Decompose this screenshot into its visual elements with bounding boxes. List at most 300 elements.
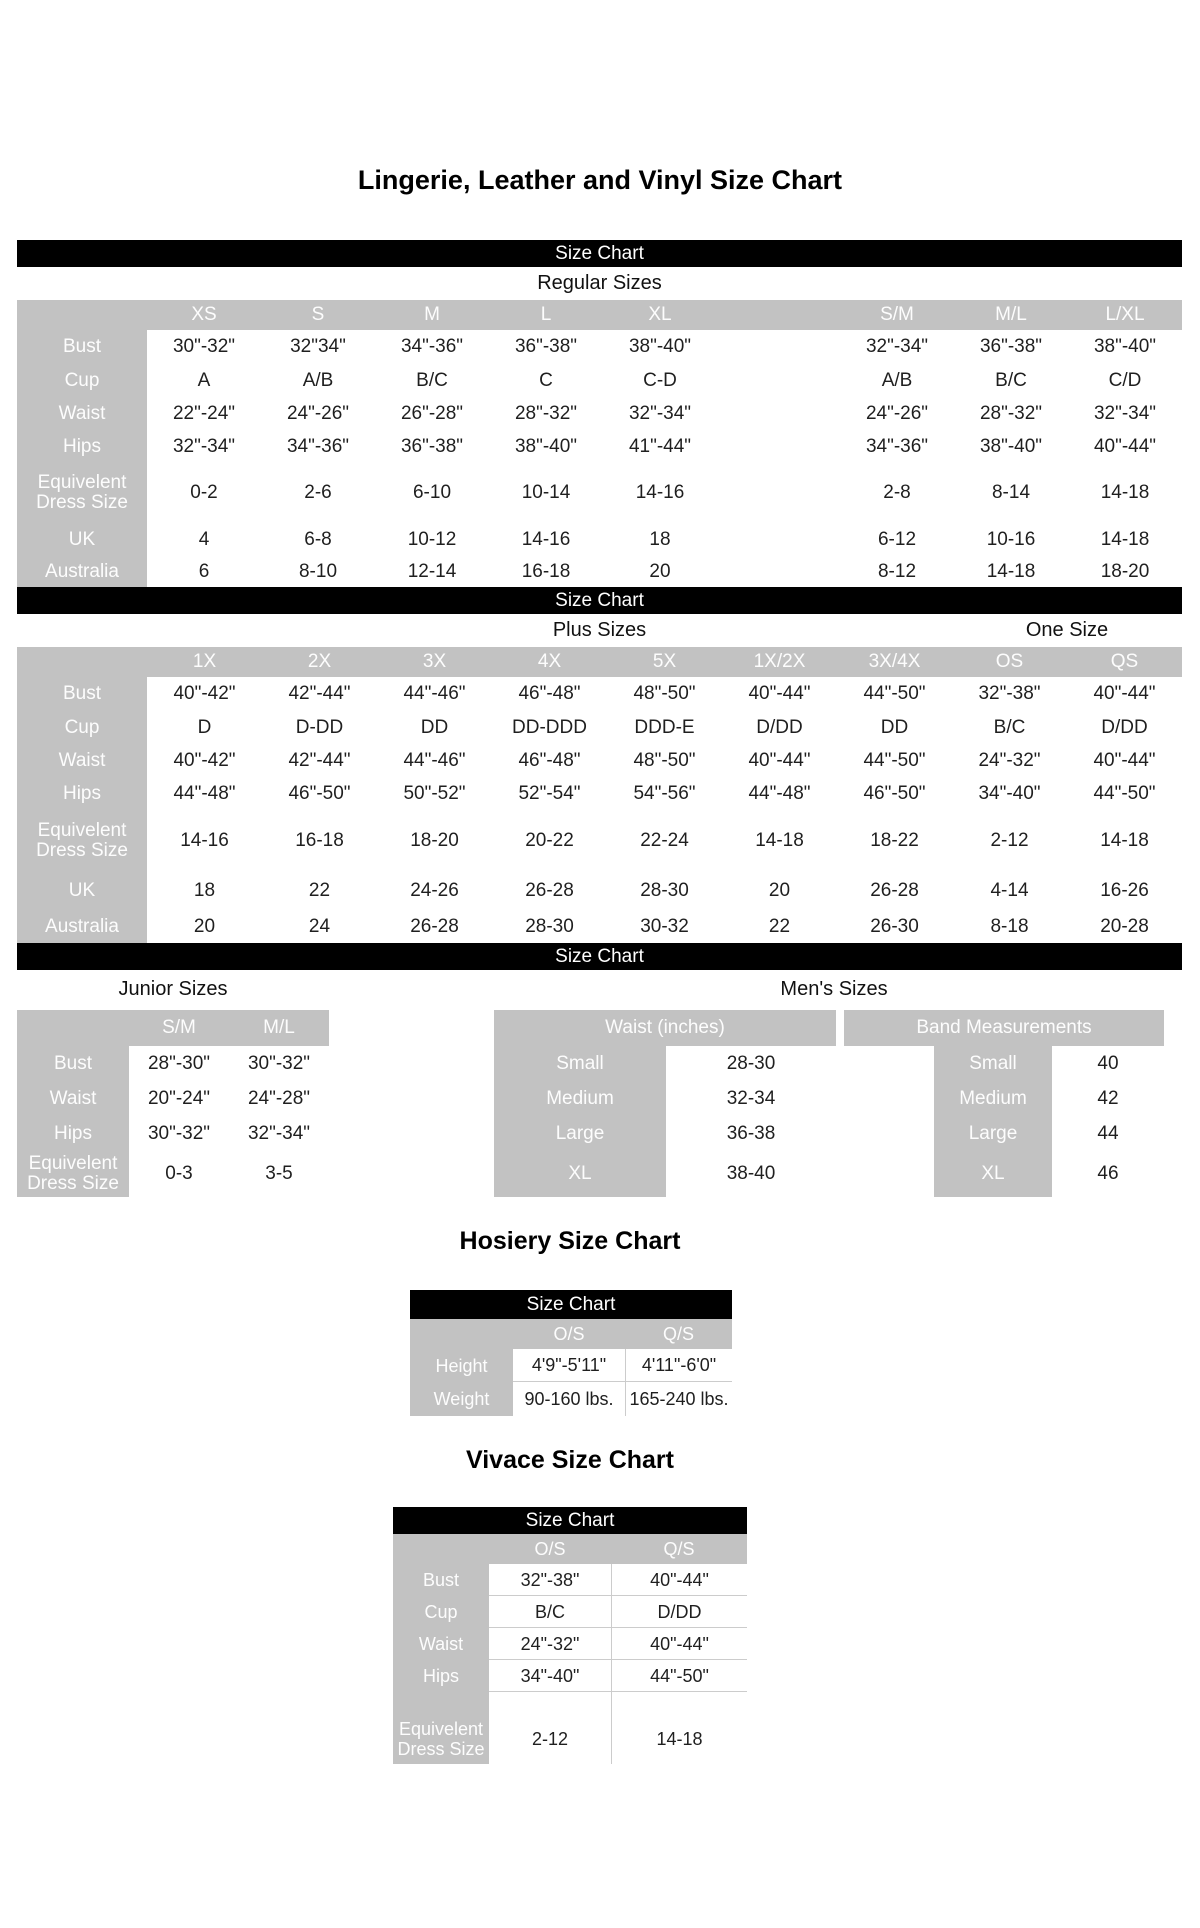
- cell: DD: [377, 711, 492, 744]
- vivace-table: [393, 1534, 747, 1764]
- cell: 32"34": [261, 330, 375, 364]
- row-label: UK: [17, 872, 147, 910]
- cell: 26-30: [837, 910, 952, 943]
- size-chart-bar-label: Size Chart: [526, 1293, 616, 1315]
- cell: 32"-38": [489, 1564, 611, 1596]
- cell: 6-12: [840, 522, 954, 557]
- cell: 28-30: [607, 872, 722, 910]
- cell: 24"-26": [840, 397, 954, 430]
- plus-sizes-section-label: [17, 614, 1182, 647]
- cell: B/C: [952, 711, 1067, 744]
- row-label: XL: [934, 1151, 1052, 1197]
- cell: 32"-34": [1068, 397, 1182, 430]
- column-header: Waist (inches): [494, 1010, 836, 1046]
- cell: 18: [147, 872, 262, 910]
- cell: 26"-28": [375, 397, 489, 430]
- row-label: Waist: [17, 744, 147, 777]
- row-label: Waist: [17, 397, 147, 430]
- row-label: Waist: [17, 1081, 129, 1116]
- cell: 40"-44": [1068, 430, 1182, 464]
- cell: 38"-40": [603, 330, 717, 364]
- cell: DD: [837, 711, 952, 744]
- spacer: [844, 1046, 934, 1081]
- regular-sizes-section-label: [17, 267, 1182, 300]
- cell: 18: [603, 522, 717, 557]
- cell: 34"-40": [489, 1660, 611, 1692]
- row-label: Large: [494, 1116, 666, 1151]
- cell: C/D: [1068, 364, 1182, 397]
- cell: 6-8: [261, 522, 375, 557]
- cell: 34"-36": [840, 430, 954, 464]
- cell: 14-18: [722, 810, 837, 872]
- junior-and-mens-section: [17, 970, 1182, 1197]
- cell: 8-14: [954, 464, 1068, 522]
- cell: 52"-54": [492, 777, 607, 810]
- table-row: [17, 557, 1182, 587]
- table-row: [494, 1081, 836, 1116]
- cell: 14-16: [603, 464, 717, 522]
- column-header: O/S: [513, 1319, 625, 1349]
- column-header: 1X/2X: [722, 647, 837, 677]
- row-label: Cup: [17, 711, 147, 744]
- table-row: [393, 1660, 747, 1692]
- row-label: Height: [410, 1349, 513, 1382]
- column-header: M: [375, 300, 489, 330]
- cell: [611, 1692, 747, 1714]
- size-chart-bar: [17, 240, 1182, 267]
- cell: 14-18: [1068, 464, 1182, 522]
- cell: 10-14: [489, 464, 603, 522]
- column-header: L/XL: [1068, 300, 1182, 330]
- row-label: Medium: [934, 1081, 1052, 1116]
- row-label: Medium: [494, 1081, 666, 1116]
- row-label: Small: [494, 1046, 666, 1081]
- table-row: [844, 1081, 1164, 1116]
- cell: 40"-44": [1067, 677, 1182, 711]
- cell: B/C: [489, 1596, 611, 1628]
- cell: 50"-52": [377, 777, 492, 810]
- cell: 36-38: [666, 1116, 836, 1151]
- row-label: UK: [17, 522, 147, 557]
- cell: 38"-40": [954, 430, 1068, 464]
- cell: 22-24: [607, 810, 722, 872]
- cell: 36"-38": [375, 430, 489, 464]
- column-header: OS: [952, 647, 1067, 677]
- cell: 32-34: [666, 1081, 836, 1116]
- cell: 24"-26": [261, 397, 375, 430]
- cell: 44"-46": [377, 744, 492, 777]
- size-chart-bar: [17, 943, 1182, 970]
- cell: DD-DDD: [492, 711, 607, 744]
- cell: 48"-50": [607, 744, 722, 777]
- regular-sizes-table: [17, 300, 1182, 587]
- cell: 44"-50": [1067, 777, 1182, 810]
- cell: 20"-24": [129, 1081, 229, 1116]
- cell: 3-5: [229, 1151, 329, 1197]
- cell: 18-20: [377, 810, 492, 872]
- column-header: [17, 647, 147, 677]
- column-header: M/L: [954, 300, 1068, 330]
- cell: A/B: [840, 364, 954, 397]
- column-header: L: [489, 300, 603, 330]
- cell: 40"-44": [722, 744, 837, 777]
- cell: 44"-48": [147, 777, 262, 810]
- row-label: Cup: [17, 364, 147, 397]
- cell: 42"-44": [262, 744, 377, 777]
- size-chart-bar: [17, 587, 1182, 614]
- cell: 4-14: [952, 872, 1067, 910]
- cell: 24-26: [377, 872, 492, 910]
- table-row: [393, 1714, 747, 1764]
- cell: B/C: [375, 364, 489, 397]
- column-header: XS: [147, 300, 261, 330]
- cell: C-D: [603, 364, 717, 397]
- cell: 10-16: [954, 522, 1068, 557]
- cell: 32"-34": [840, 330, 954, 364]
- cell: 20: [147, 910, 262, 943]
- cell: 26-28: [492, 872, 607, 910]
- cell: 46"-48": [492, 744, 607, 777]
- column-header: [410, 1319, 513, 1349]
- column-header: Band Measurements: [844, 1010, 1164, 1046]
- cell: 20-22: [492, 810, 607, 872]
- cell: 34"-36": [261, 430, 375, 464]
- cell: 44"-50": [837, 677, 952, 711]
- section-titles-row: [17, 970, 1182, 1010]
- cell: [717, 522, 840, 557]
- row-label: Bust: [393, 1564, 489, 1596]
- table-row: [17, 647, 1182, 677]
- column-header: 5X: [607, 647, 722, 677]
- row-label: Equivelent Dress Size: [17, 464, 147, 522]
- column-header: O/S: [489, 1534, 611, 1564]
- cell: [717, 330, 840, 364]
- mens-band-table: [844, 1010, 1164, 1197]
- cell: A/B: [261, 364, 375, 397]
- cell: [717, 430, 840, 464]
- cell: 14-16: [147, 810, 262, 872]
- cell: 54"-56": [607, 777, 722, 810]
- cell: 26-28: [837, 872, 952, 910]
- row-label: Equivelent Dress Size: [393, 1714, 489, 1764]
- row-label: Waist: [393, 1628, 489, 1660]
- cell: 26-28: [377, 910, 492, 943]
- cell: D-DD: [262, 711, 377, 744]
- mens-sizes-label: Men's Sizes: [780, 978, 888, 1000]
- column-header: [717, 300, 840, 330]
- cell: 6-10: [375, 464, 489, 522]
- cell: 14-18: [611, 1714, 747, 1764]
- row-label: Hips: [393, 1660, 489, 1692]
- column-header: [393, 1534, 489, 1564]
- cell: 20: [603, 557, 717, 587]
- column-header: 3X: [377, 647, 492, 677]
- table-row: [494, 1116, 836, 1151]
- column-header: 3X/4X: [837, 647, 952, 677]
- cell: 44"-46": [377, 677, 492, 711]
- table-row: [17, 872, 1182, 910]
- cell: 4'9"-5'11": [513, 1349, 625, 1382]
- cell: 8-18: [952, 910, 1067, 943]
- hosiery-section: [410, 1290, 732, 1416]
- table-row: [393, 1534, 747, 1564]
- column-header: 2X: [262, 647, 377, 677]
- cell: 36"-38": [954, 330, 1068, 364]
- cell: 165-240 lbs.: [625, 1382, 732, 1416]
- cell: 46"-50": [262, 777, 377, 810]
- cell: 28-30: [492, 910, 607, 943]
- mens-waist-table: [494, 1010, 836, 1197]
- cell: 32"-34": [603, 397, 717, 430]
- cell: B/C: [954, 364, 1068, 397]
- cell: [489, 1692, 611, 1714]
- cell: 24"-28": [229, 1081, 329, 1116]
- row-label: Small: [934, 1046, 1052, 1081]
- column-header: [17, 1010, 129, 1046]
- row-label: Bust: [17, 677, 147, 711]
- cell: 14-18: [1068, 522, 1182, 557]
- cell: 18-22: [837, 810, 952, 872]
- column-header: S/M: [129, 1010, 229, 1046]
- cell: 12-14: [375, 557, 489, 587]
- table-row: [17, 1116, 329, 1151]
- cell: 0-2: [147, 464, 261, 522]
- cell: 28"-32": [954, 397, 1068, 430]
- table-row: [494, 1046, 836, 1081]
- table-row: [393, 1564, 747, 1596]
- cell: 40"-44": [611, 1628, 747, 1660]
- cell: 4: [147, 522, 261, 557]
- vivace-title: Vivace Size Chart: [466, 1446, 674, 1474]
- table-row: [17, 1046, 329, 1081]
- row-label: Hips: [17, 430, 147, 464]
- spacer: [844, 1116, 934, 1151]
- column-header: XL: [603, 300, 717, 330]
- table-row: [844, 1151, 1164, 1197]
- cell: D/DD: [1067, 711, 1182, 744]
- cell: 0-3: [129, 1151, 229, 1197]
- column-header: S: [261, 300, 375, 330]
- row-label: Large: [934, 1116, 1052, 1151]
- cell: D/DD: [611, 1596, 747, 1628]
- spacer: [844, 1081, 934, 1116]
- cell: 2-6: [261, 464, 375, 522]
- column-header: Q/S: [625, 1319, 732, 1349]
- column-header: QS: [1067, 647, 1182, 677]
- column-header: [17, 300, 147, 330]
- table-row: [494, 1010, 836, 1046]
- cell: 22"-24": [147, 397, 261, 430]
- cell: C: [489, 364, 603, 397]
- cell: 16-18: [262, 810, 377, 872]
- row-label: [393, 1692, 489, 1714]
- cell: 24"-32": [489, 1628, 611, 1660]
- cell: 42"-44": [262, 677, 377, 711]
- cell: 40"-42": [147, 677, 262, 711]
- cell: 24"-32": [952, 744, 1067, 777]
- cell: 8-12: [840, 557, 954, 587]
- cell: 28-30: [666, 1046, 836, 1081]
- cell: [717, 557, 840, 587]
- row-label: Bust: [17, 330, 147, 364]
- size-chart-bar-label: Size Chart: [555, 945, 644, 967]
- cell: 14-18: [954, 557, 1068, 587]
- cell: 6: [147, 557, 261, 587]
- row-label: Equivelent Dress Size: [17, 1151, 129, 1197]
- table-row: [17, 777, 1182, 810]
- cell: 2-12: [489, 1714, 611, 1764]
- cell: 14-18: [1067, 810, 1182, 872]
- row-label: Cup: [393, 1596, 489, 1628]
- table-row: [17, 330, 1182, 364]
- table-row: [17, 430, 1182, 464]
- vivace-section: [393, 1507, 747, 1764]
- cell: DDD-E: [607, 711, 722, 744]
- junior-sizes-label: Junior Sizes: [118, 978, 228, 1000]
- cell: 36"-38": [489, 330, 603, 364]
- row-label: Bust: [17, 1046, 129, 1081]
- table-row: [17, 1081, 329, 1116]
- cell: 20: [722, 872, 837, 910]
- table-row: [17, 1151, 329, 1197]
- cell: 16-26: [1067, 872, 1182, 910]
- table-row: [393, 1692, 747, 1714]
- cell: 22: [722, 910, 837, 943]
- size-chart-bar-label: Size Chart: [555, 589, 644, 611]
- cell: 4'11"-6'0": [625, 1349, 732, 1382]
- table-row: [410, 1349, 732, 1382]
- junior-sizes-table: [17, 1010, 329, 1197]
- table-row: [17, 300, 1182, 330]
- row-label: Equivelent Dress Size: [17, 810, 147, 872]
- table-row: [17, 711, 1182, 744]
- cell: 44: [1052, 1116, 1164, 1151]
- cell: 34"-36": [375, 330, 489, 364]
- table-row: [17, 364, 1182, 397]
- table-row: [494, 1151, 836, 1197]
- cell: 14-16: [489, 522, 603, 557]
- cell: 2-8: [840, 464, 954, 522]
- cell: 44"-48": [722, 777, 837, 810]
- size-chart-bar-label: Size Chart: [555, 242, 644, 264]
- cell: 30-32: [607, 910, 722, 943]
- cell: 40"-44": [1067, 744, 1182, 777]
- table-row: [17, 744, 1182, 777]
- cell: 41"-44": [603, 430, 717, 464]
- cell: 24: [262, 910, 377, 943]
- table-row: [844, 1116, 1164, 1151]
- cell: 40"-44": [611, 1564, 747, 1596]
- cell: 40: [1052, 1046, 1164, 1081]
- cell: A: [147, 364, 261, 397]
- size-chart-bar: [393, 1507, 747, 1534]
- table-row: [17, 810, 1182, 872]
- main-size-charts: [17, 240, 1182, 1197]
- cell: 44"-50": [611, 1660, 747, 1692]
- cell: 38"-40": [1068, 330, 1182, 364]
- row-label: Australia: [17, 910, 147, 943]
- table-row: [844, 1046, 1164, 1081]
- cell: 18-20: [1068, 557, 1182, 587]
- cell: D: [147, 711, 262, 744]
- cell: 28"-32": [489, 397, 603, 430]
- size-chart-bar-label: Size Chart: [525, 1509, 615, 1531]
- column-header: 4X: [492, 647, 607, 677]
- cell: [717, 464, 840, 522]
- cell: 30"-32": [129, 1116, 229, 1151]
- cell: 44"-50": [837, 744, 952, 777]
- table-row: [17, 910, 1182, 943]
- hosiery-table: [410, 1319, 732, 1416]
- row-label: Australia: [17, 557, 147, 587]
- plus-sizes-label: Plus Sizes: [552, 619, 647, 641]
- cell: 22: [262, 872, 377, 910]
- table-row: [17, 464, 1182, 522]
- cell: [717, 397, 840, 430]
- size-chart-bar: [410, 1290, 732, 1319]
- spacer: [844, 1151, 934, 1197]
- cell: 46: [1052, 1151, 1164, 1197]
- table-row: [17, 397, 1182, 430]
- page-title: Lingerie, Leather and Vinyl Size Chart: [357, 165, 843, 195]
- table-row: [844, 1010, 1164, 1046]
- cell: 90-160 lbs.: [513, 1382, 625, 1416]
- table-row: [393, 1628, 747, 1660]
- cell: 32"-34": [229, 1116, 329, 1151]
- column-header: M/L: [229, 1010, 329, 1046]
- cell: 38-40: [666, 1151, 836, 1197]
- cell: 10-12: [375, 522, 489, 557]
- cell: 40"-44": [722, 677, 837, 711]
- cell: 48"-50": [607, 677, 722, 711]
- column-header: Q/S: [611, 1534, 747, 1564]
- cell: D/DD: [722, 711, 837, 744]
- cell: 30"-32": [147, 330, 261, 364]
- cell: 8-10: [261, 557, 375, 587]
- regular-sizes-label: Regular Sizes: [537, 272, 662, 294]
- cell: 16-18: [489, 557, 603, 587]
- cell: 46"-50": [837, 777, 952, 810]
- row-label: Hips: [17, 1116, 129, 1151]
- column-header: 1X: [147, 647, 262, 677]
- plus-sizes-table: [17, 647, 1182, 943]
- cell: 32"-34": [147, 430, 261, 464]
- table-row: [410, 1319, 732, 1349]
- one-size-label: One Size: [1025, 619, 1109, 641]
- row-label: Hips: [17, 777, 147, 810]
- table-row: [17, 522, 1182, 557]
- cell: 46"-48": [492, 677, 607, 711]
- table-row: [393, 1596, 747, 1628]
- cell: 42: [1052, 1081, 1164, 1116]
- hosiery-title: Hosiery Size Chart: [459, 1227, 681, 1255]
- row-label: Weight: [410, 1382, 513, 1416]
- cell: 2-12: [952, 810, 1067, 872]
- cell: 32"-38": [952, 677, 1067, 711]
- cell: 28"-30": [129, 1046, 229, 1081]
- table-row: [17, 1010, 329, 1046]
- table-row: [17, 677, 1182, 711]
- cell: 30"-32": [229, 1046, 329, 1081]
- column-header: S/M: [840, 300, 954, 330]
- cell: 34"-40": [952, 777, 1067, 810]
- table-row: [410, 1382, 732, 1416]
- row-label: XL: [494, 1151, 666, 1197]
- cell: 40"-42": [147, 744, 262, 777]
- cell: 20-28: [1067, 910, 1182, 943]
- cell: [717, 364, 840, 397]
- cell: 38"-40": [489, 430, 603, 464]
